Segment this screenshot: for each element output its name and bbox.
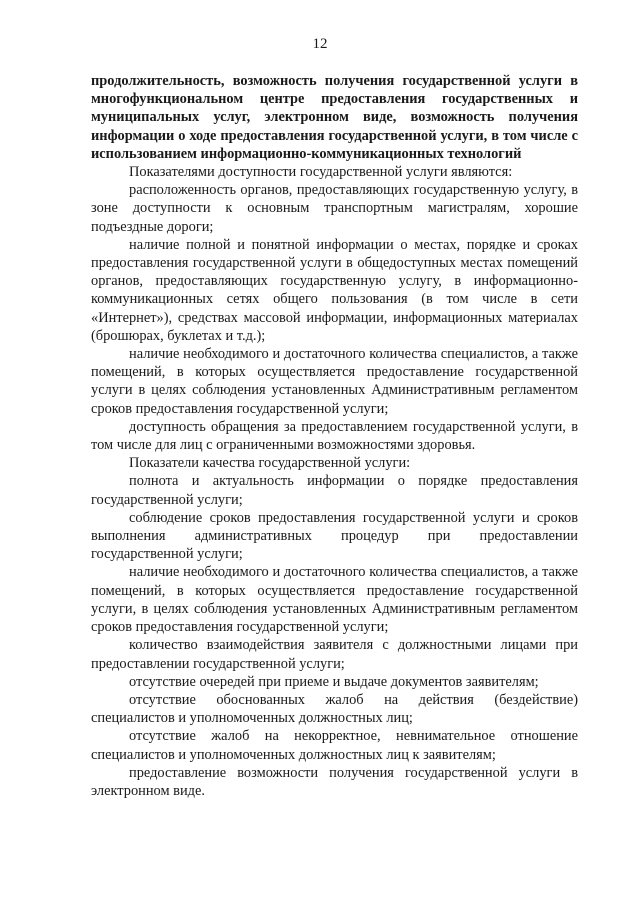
paragraph-electronic: предоставление возможности получения государственной услуги в электронном виде. — [91, 764, 578, 799]
paragraph-staff-quality: наличие необходимого и достаточного количества специалистов, а также помещений, в которых осуществляется предоставление государственной услуги, в целях соблюдения установленных Административным регламентом сроков предоставления государственной услуги; — [91, 564, 578, 636]
paragraph-staff-accessibility: наличие необходимого и достаточного количества специалистов, а также помещений, в которых осуществляется предоставление государственной услуги в целях соблюдения установленных Административным регламентом сроков предоставления государственной услуги; — [91, 346, 578, 417]
paragraph-completeness: полнота и актуальность информации о порядке предоставления государственной услуги; — [91, 473, 578, 508]
paragraph-disabled-access: доступность обращения за предоставлением государственной услуги, в том числе для лиц с ограниченными возможностями здоровья. — [91, 418, 578, 454]
paragraph-deadlines: соблюдение сроков предоставления государственной услуги и сроков выполнения административных процедур при предоставлении государственной услуги; — [91, 509, 578, 563]
document-body — [91, 72, 578, 800]
paragraph-queues: отсутствие очередей при приеме и выдаче документов заявителям; — [129, 673, 539, 690]
paragraph-interactions: количество взаимодействия заявителя с должностными лицами при предоставлении государственной услуги; — [91, 637, 578, 672]
section-heading: продолжительность, возможность получения государственной услуги в многофункциональном центре предоставления государственных и муниципальных услуг, электронном виде, возможность получения информации о ходе предоставления государственной услуги, в том числе с использованием информационно-коммуникационных технологий — [91, 73, 578, 162]
paragraph-attitude: отсутствие жалоб на некорректное, невнимательное отношение специалистов и уполномоченных должностных лиц к заявителям; — [91, 728, 578, 763]
paragraph-information: наличие полной и понятной информации о местах, порядке и сроках предоставления государственной услуги в общедоступных местах помещений органов, предоставляющих государственную услугу, в информационно-коммуникационных сетях общего пользования (в том числе в сети «Интернет»), средствах массовой информации, информационных материалах (брошюрах, буклетах и т.д.); — [91, 236, 578, 344]
paragraph-accessibility-intro: Показателями доступности государственной услуги являются: — [129, 164, 513, 181]
paragraph-complaints: отсутствие обоснованных жалоб на действия (бездействие) специалистов и уполномоченных должностных лиц; — [91, 691, 578, 727]
paragraph-location: расположенность органов, предоставляющих государственную услугу, в зоне доступности к основным транспортным магистралям, хорошие подъездные дороги; — [91, 182, 578, 235]
page-number: 12 — [312, 36, 328, 52]
paragraph-quality-intro: Показатели качества государственной услуги: — [129, 455, 411, 472]
